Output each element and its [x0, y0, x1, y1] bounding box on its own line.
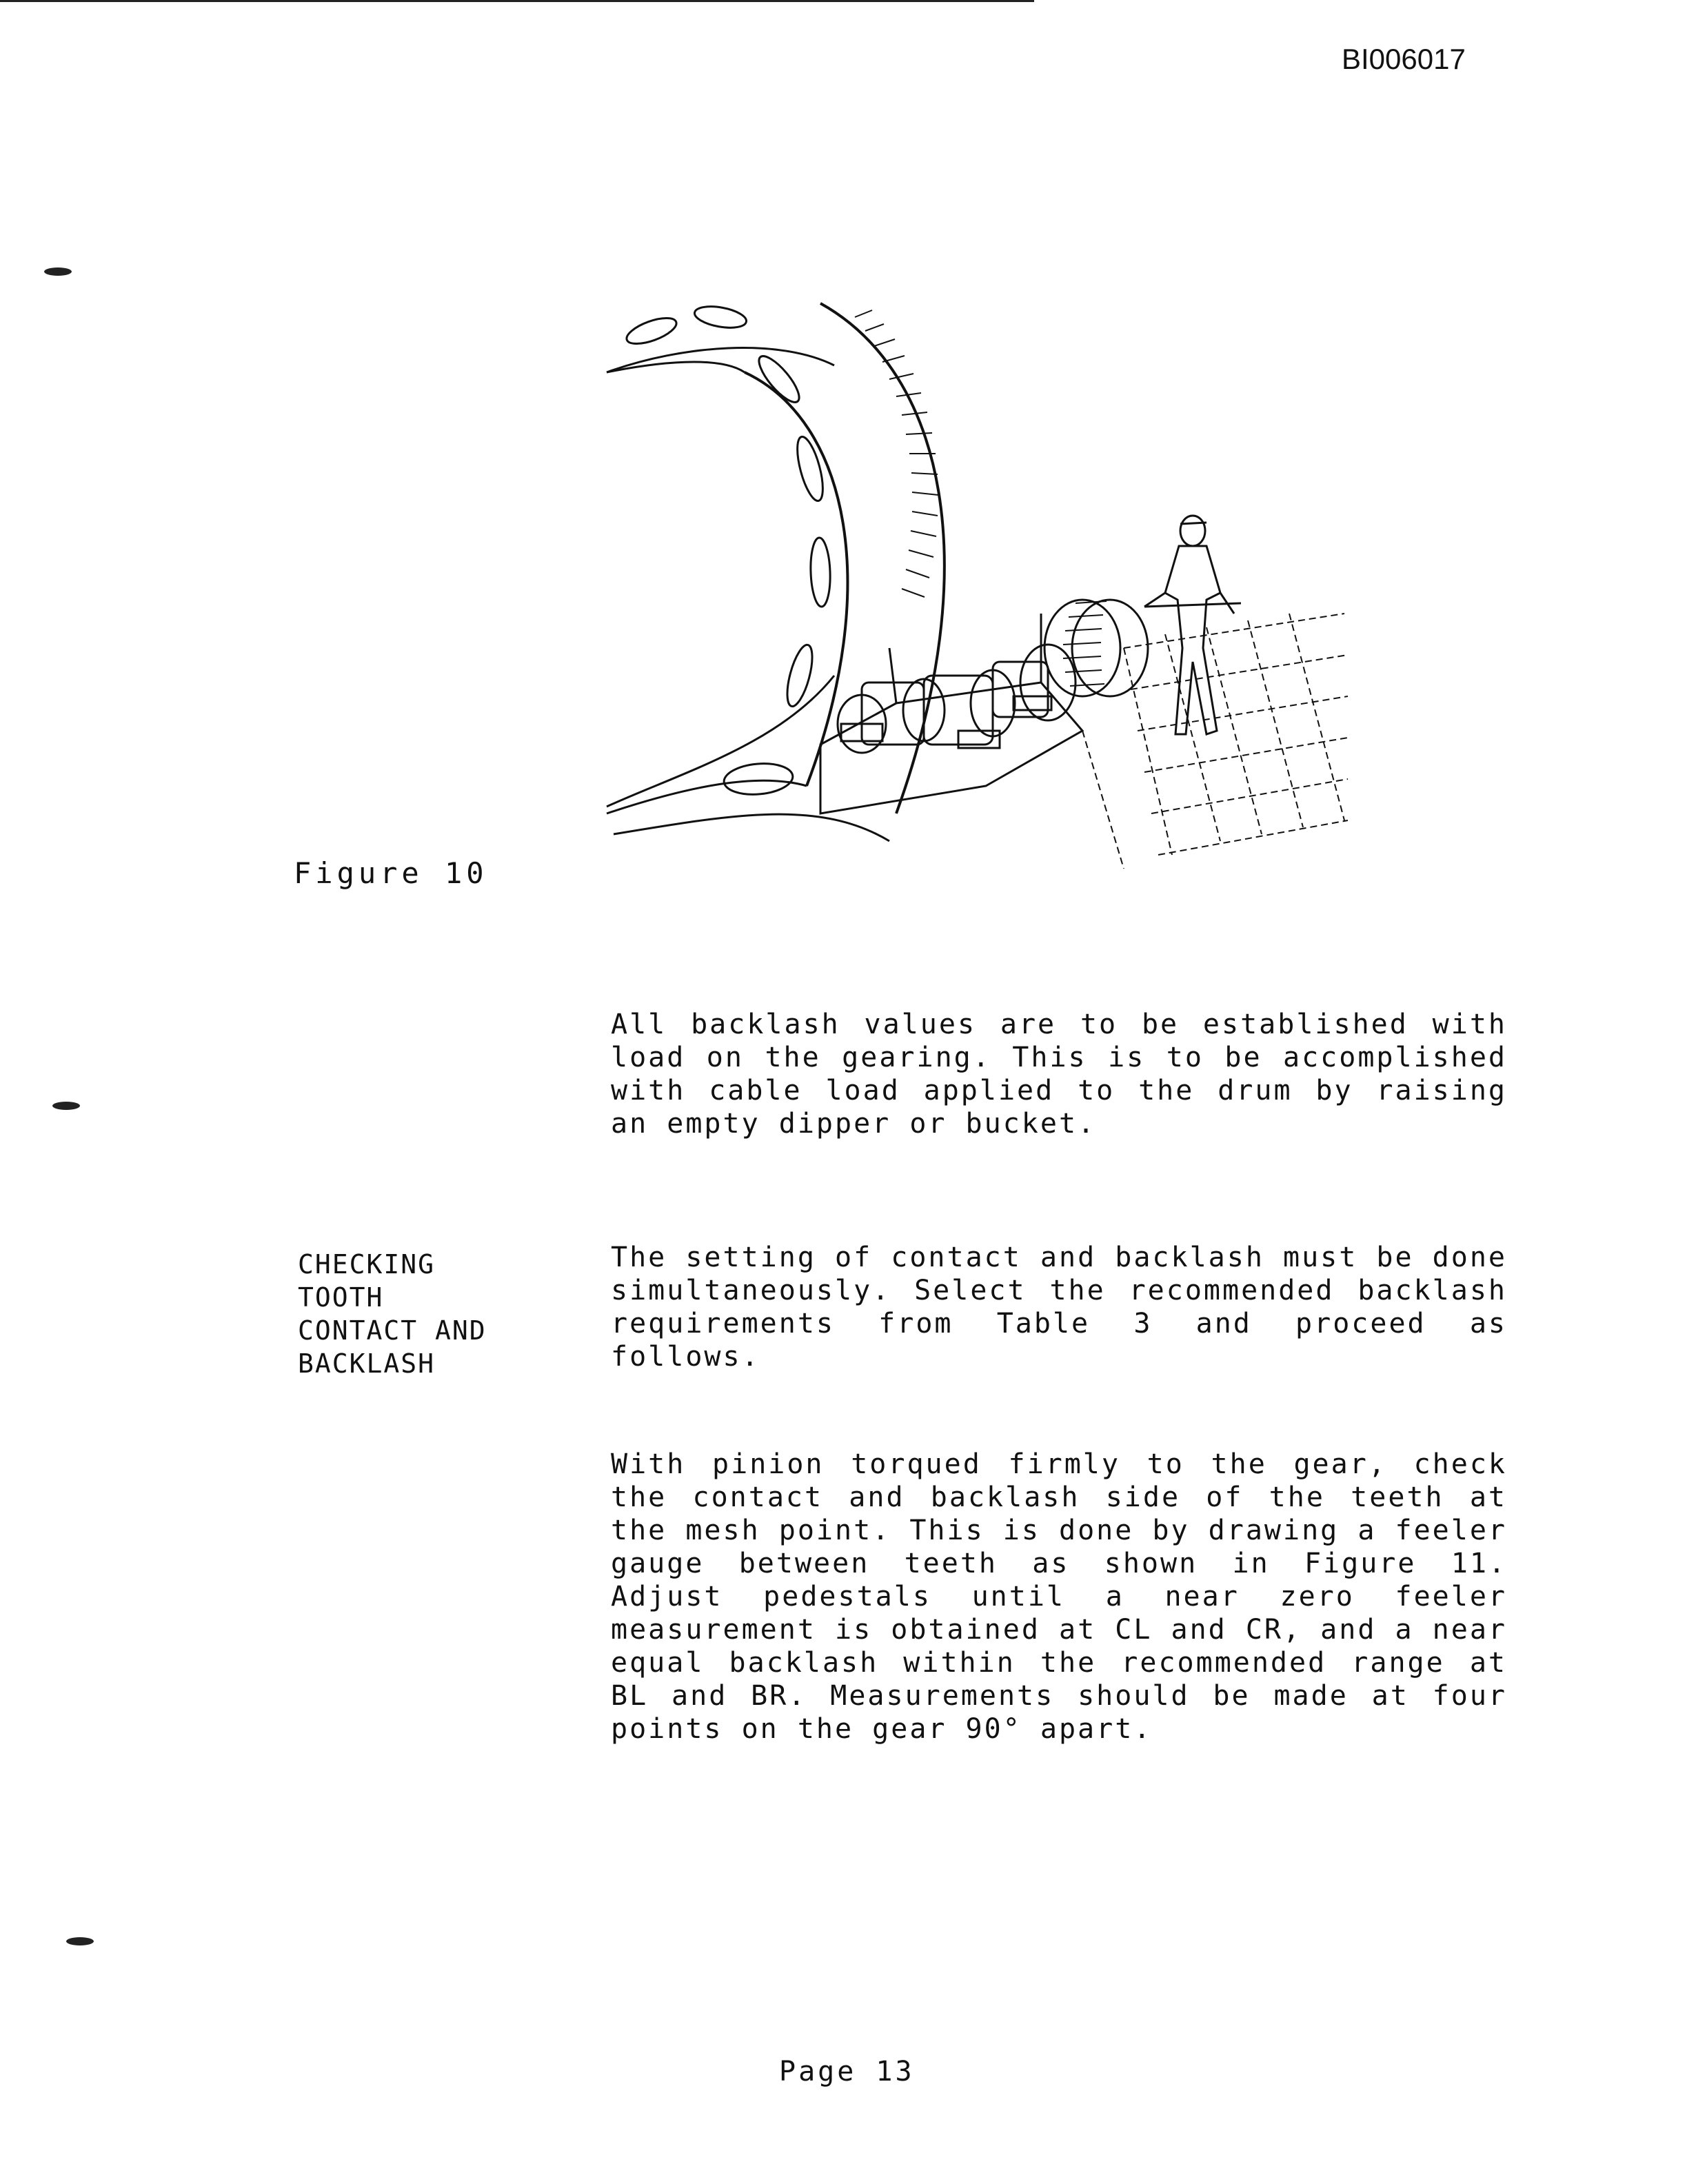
punch-mark: [66, 1937, 94, 1945]
paragraph-procedure: With pinion torqued firmly to the gear, check the contact and backlash side of the teeth at the mesh point. This is done by drawing a feeler gauge between teeth as shown in Figure 11. Adjust pedestals until a near zero feeler measurement is obtained at CL and CR, and a near equal backlash within the recommended range at BL and BR. Measurements should be made at four points on the gear 90° apart.: [611, 1448, 1507, 1745]
punch-mark: [44, 267, 72, 276]
top-rule: [0, 0, 1034, 2]
section-heading-line: CHECKING: [298, 1249, 436, 1280]
page-number: Page 13: [779, 2056, 915, 2087]
document-id: BI006017: [1342, 43, 1466, 75]
section-heading-line: BACKLASH: [298, 1348, 436, 1379]
punch-mark: [52, 1102, 80, 1110]
figure-caption: Figure 10: [294, 856, 488, 890]
paragraph-backlash-load: All backlash values are to be established with load on the gearing. This is to be accomplished with cable load applied to the drum by raising an empty dipper or bucket.: [611, 1009, 1507, 1140]
section-heading-line: TOOTH: [298, 1282, 384, 1313]
gear-pinion-illustration: [600, 290, 1351, 896]
section-heading-line: CONTACT AND: [298, 1315, 487, 1346]
section-heading: [298, 1248, 487, 1380]
paragraph-contact-setting: The setting of contact and backlash must be done simultaneously. Select the recommended backlash requirements from Table 3 and proceed as follows.: [611, 1242, 1507, 1373]
